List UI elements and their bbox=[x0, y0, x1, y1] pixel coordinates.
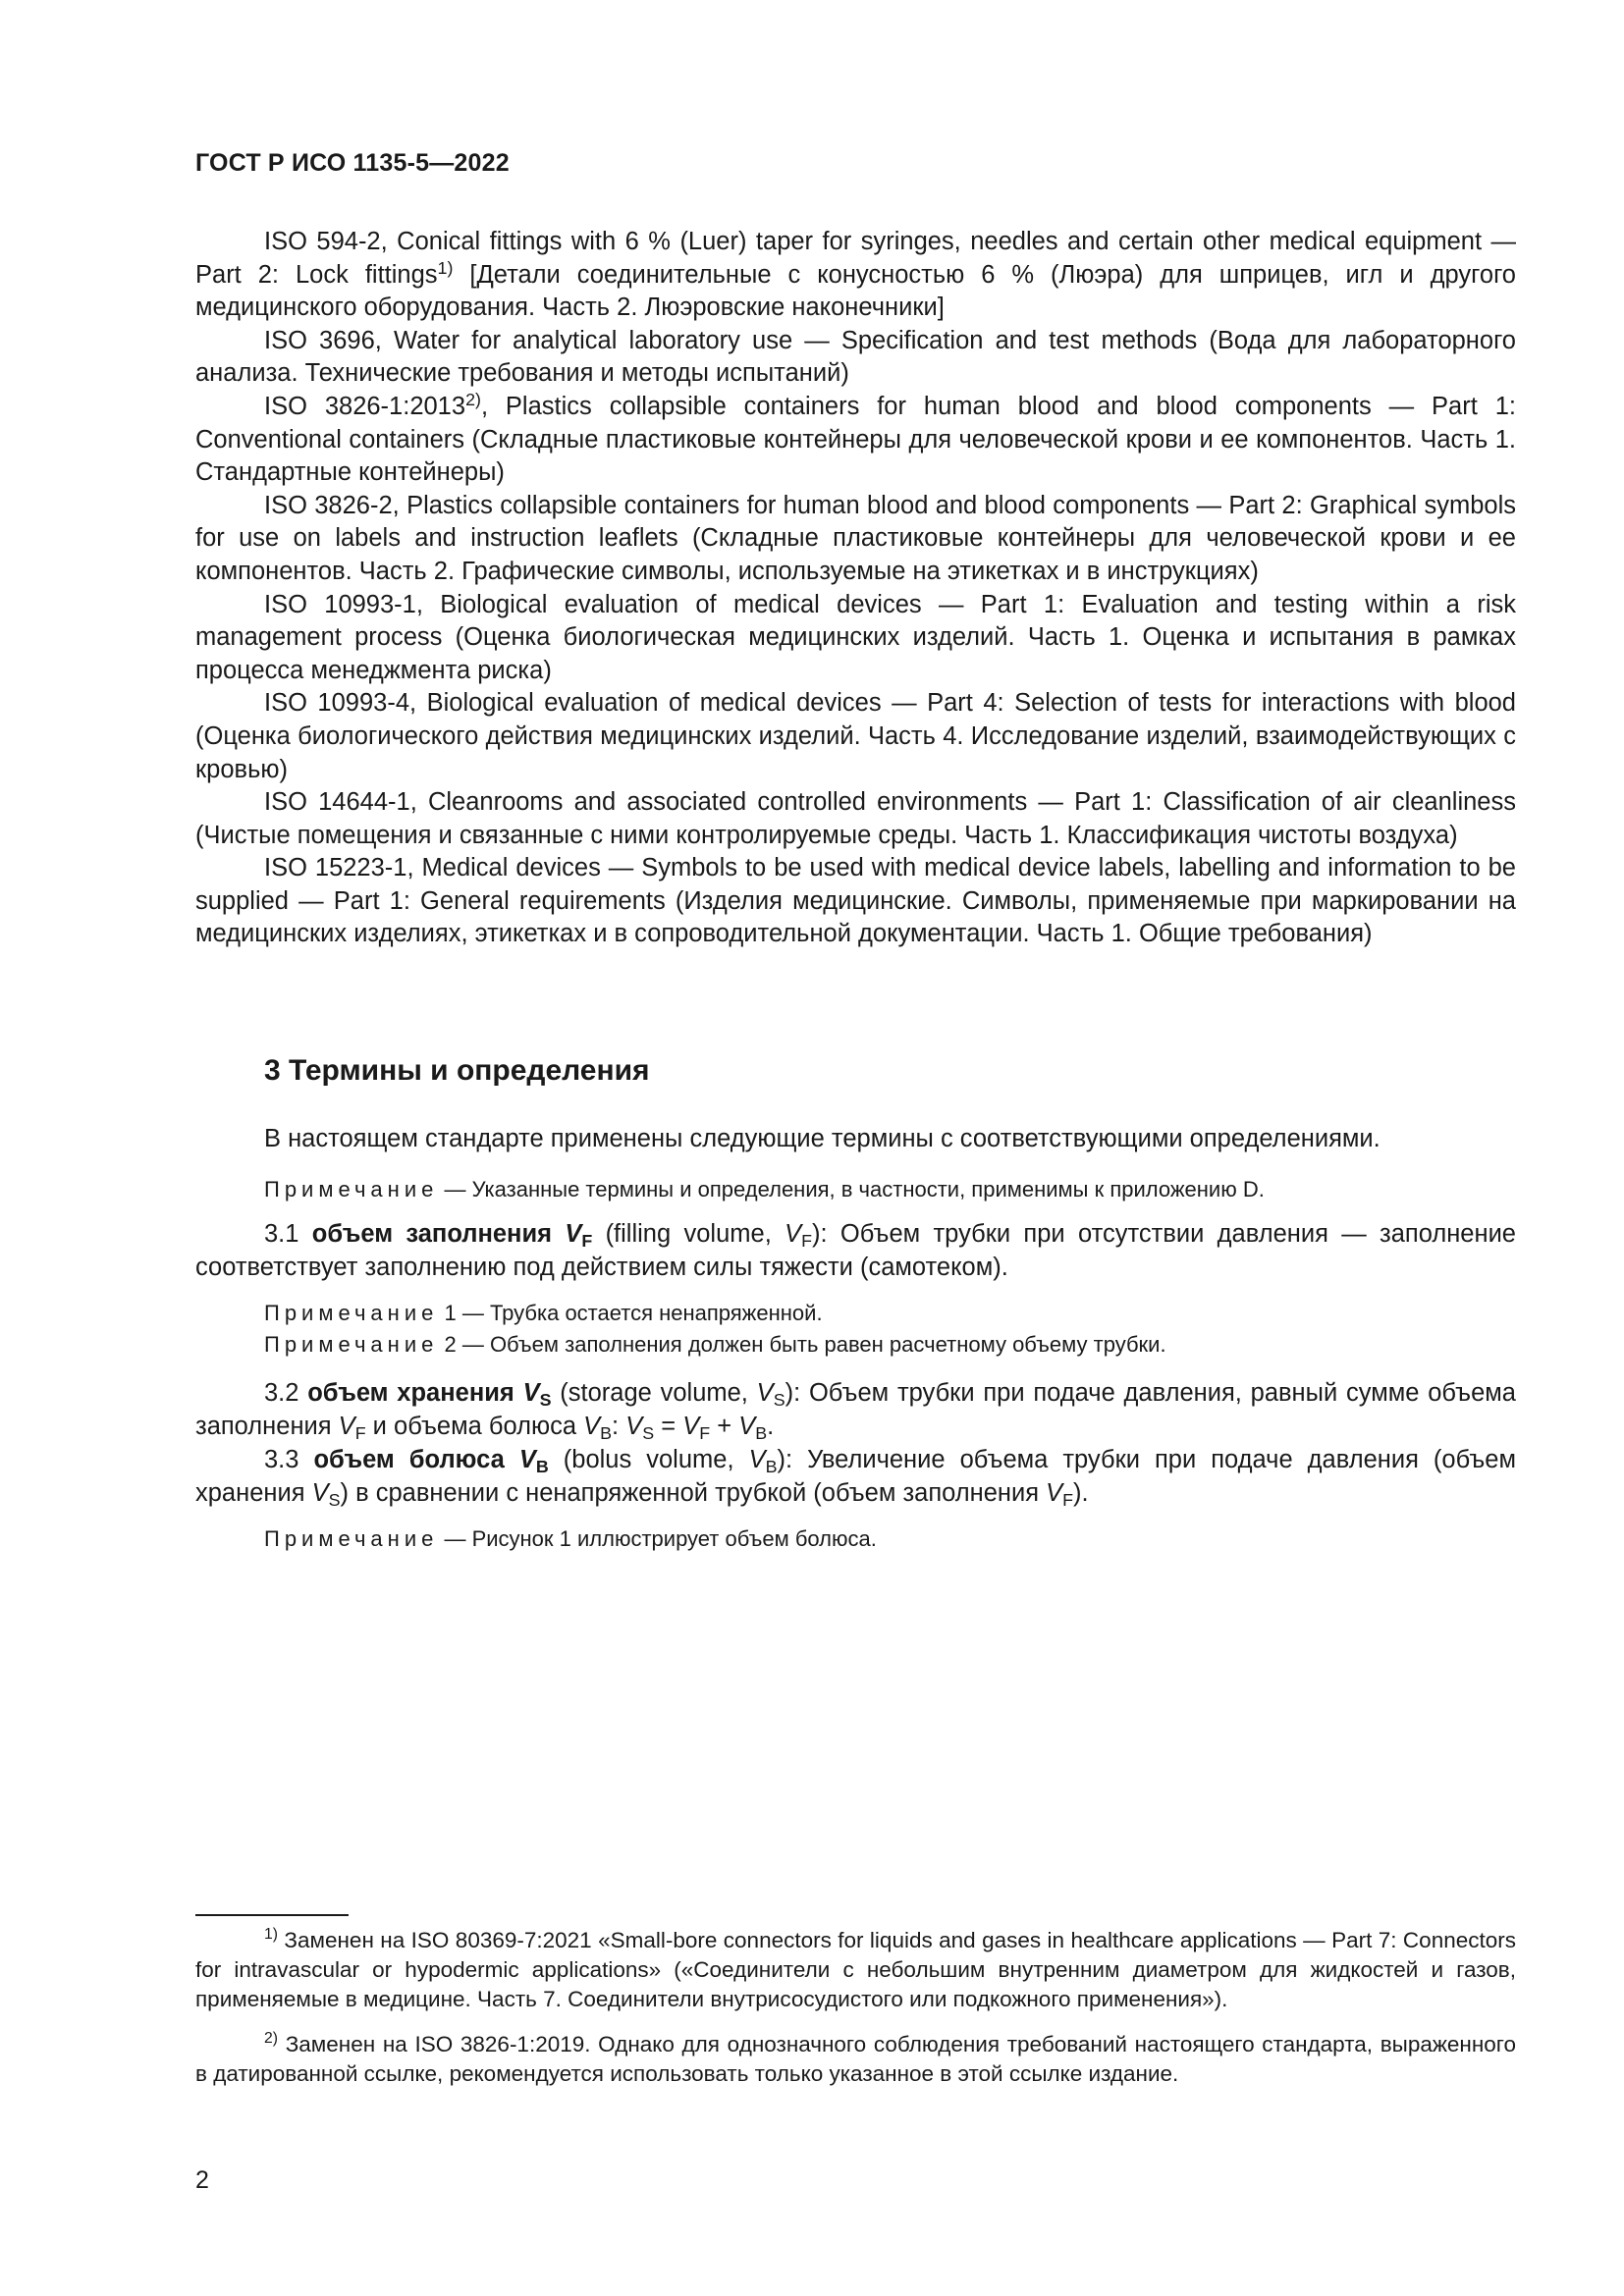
term-3-1: 3.1 объем заполнения $V_F$ (filling volume, $V_F$): Объем трубки при отсутствии давления — заполнение соответствует заполнению под действием силы тяжести (самотеком). bbox=[195, 1220, 1516, 1281]
note-3-1-1: Примечание 1 — Трубка остается ненапряженной. bbox=[264, 1301, 823, 1325]
section-title: 3 Термины и определения bbox=[264, 1054, 650, 1087]
reference-item: ISO 3696, Water for analytical laboratory use — Specification and test methods (Вода для лабораторного анализа. Технические требования и методы испытаний) bbox=[195, 326, 1516, 388]
normative-references bbox=[195, 226, 1516, 951]
document-page bbox=[195, 0, 1516, 2296]
reference-item: ISO 3826-2, Plastics collapsible containers for human blood and blood components — Part 2: Graphical symbols for use on labels and instruction leaflets (Складные пластиковые контейнеры для человеческой крови и ее компонентов. Часть 2. Графические символы, используемые на этикетках и в инструкциях) bbox=[195, 491, 1516, 585]
footnote-2: $^{2)}$ Заменен на ISO 3826-1:2019. Однако для однозначного соблюдения требований настоящего стандарта, выраженного в датированной ссылке, рекомендуется использовать только указанное в этой ссылке издание. bbox=[195, 2030, 1516, 2086]
reference-item: ISO 10993-1, Biological evaluation of medical devices — Part 1: Evaluation and testing within a risk management process (Оценка биологическая медицинских изделий. Часть 1. Оценка и испытания в рамках процесса менеджмента риска) bbox=[195, 590, 1516, 684]
page-number: 2 bbox=[195, 2166, 209, 2194]
document-header: ГОСТ Р ИСО 1135-5—2022 bbox=[195, 149, 510, 177]
reference-item: ISO 15223-1, Medical devices — Symbols to be used with medical device labels, labelling and information to be supplied — Part 1: General requirements (Изделия медицинские. Символы, применяемые при маркировании на медицинских изделиях, этикетках и в сопроводительной документации. Часть 1. Общие требования) bbox=[195, 854, 1516, 948]
footnote-1: $^{1)}$ Заменен на ISO 80369-7:2021 «Small-bore connectors for liquids and gases in healthcare applications — Part 7: Connectors for intravascular or hypodermic applications» («Соединители с небольшим внутренним диаметром для жидкостей и газов, применяемые в медицине. Часть 7. Соединители внутрисосудистого или подкожного применения»). bbox=[195, 1926, 1516, 2011]
footnote-separator bbox=[195, 1914, 349, 1916]
note-intro: Примечание — Указанные термины и определения, в частности, применимы к приложению D. bbox=[264, 1177, 1265, 1201]
note-3-1-2: Примечание 2 — Объем заполнения должен быть равен расчетному объему трубки. bbox=[264, 1332, 1166, 1357]
reference-item: ISO 14644-1, Cleanrooms and associated controlled environments — Part 1: Classification of air cleanliness (Чистые помещения и связанные с ними контролируемые среды. Часть 1. Классификация чистоты воздуха) bbox=[195, 788, 1516, 849]
reference-item: ISO 3826-1:2013$^{2)}$, Plastics collapsible containers for human blood and blood components — Part 1: Conventional containers (Складные пластиковые контейнеры для человеческой крови и ее компонентов. Часть 1. Стандартные контейнеры) bbox=[195, 389, 1516, 487]
term-3-2: 3.2 объем хранения $V_S$ (storage volume, $V_S$): Объем трубки при подаче давления, равный сумме объема заполнения $V_F$ и объема болюса $V_B$: $V_S = V_F + V_B$. bbox=[195, 1379, 1516, 1443]
term-3-3: 3.3 объем болюса $V_B$ (bolus volume, $V_B$): Увеличение объема трубки при подаче давления (объем хранения $V_S$) в сравнении с ненапряженной трубкой (объем заполнения $V_F$). bbox=[195, 1446, 1516, 1510]
reference-item: ISO 10993-4, Biological evaluation of medical devices — Part 4: Selection of tests for interactions with blood (Оценка биологического действия медицинских изделий. Часть 4. Исследование изделий, взаимодействующих с кровью) bbox=[195, 689, 1516, 783]
note-3-3: Примечание — Рисунок 1 иллюстрирует объем болюса. bbox=[264, 1526, 877, 1551]
reference-item: ISO 594-2, Conical fittings with 6 % (Luer) taper for syringes, needles and certain other medical equipment — Part 2: Lock fittings$^{1)}$ [Детали соединительные с конусностью 6 % (Люэра) для шприцев, игл и другого медицинского оборудования. Часть 2. Люэровские наконечники] bbox=[195, 228, 1517, 322]
section-intro: В настоящем стандарте применены следующие термины с соответствующими определениями. bbox=[264, 1125, 1380, 1152]
